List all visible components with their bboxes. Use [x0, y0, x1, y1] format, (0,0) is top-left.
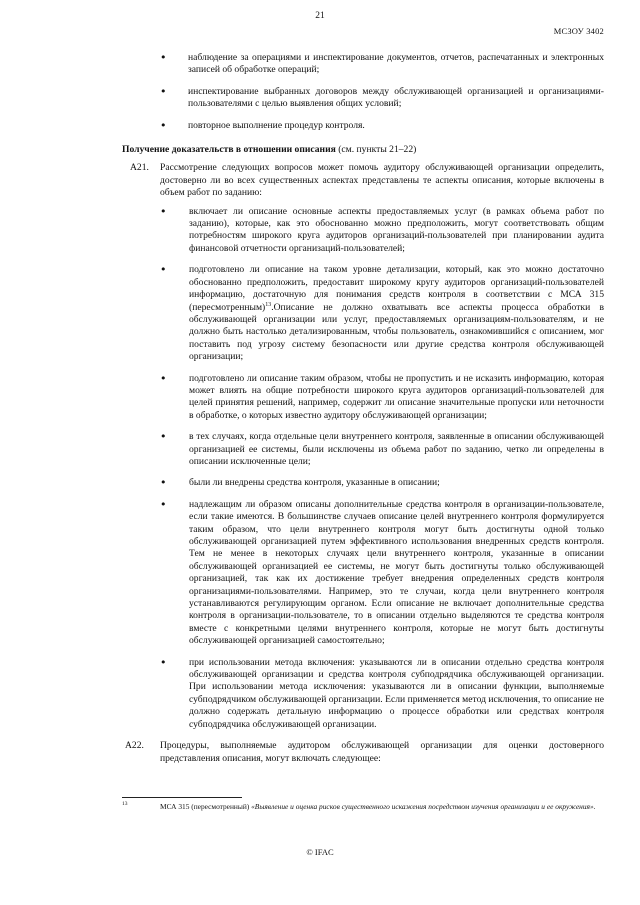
list-item-text: включает ли описание основные аспекты предоставляемых услуг (в рамках объема работ по заданию), которые, как это обоснованно можно предположить, могут соответствовать общим потребностям широкого круга аудиторов организаций-пользователей при планировании аудита финансовой отчетности организаций-пользователей;	[189, 205, 604, 254]
section-heading-reference: (см. пункты 21–22)	[335, 144, 417, 156]
list-item-text: повторное выполнение процедур контроля.	[188, 119, 365, 131]
list-item-text: были ли внедрены средства контроля, указанные в описании;	[189, 477, 440, 489]
paragraph-text: Рассмотрение следующих вопросов может помочь аудитору обслуживающей организации определить, достоверно ли во всех существенных аспектах представлены те аспекты описания, которые включены в объем работ по заданию:	[160, 162, 604, 199]
list-item-text: надлежащим ли образом описаны дополнительные средства контроля в организации-пользователе, если такие имеются. В большинстве случаев описание целей внутреннего контроля формулируется таким образом, что цели внутреннего контроля могут быть достигнуты одной только обслуживающей организацией путем эффективного использования внедренных средств контроля. Тем не менее в некоторых случаях цели внутреннего контроля, указанные в описании обслуживающей организацией ее системы, не могут быть достигнуты только обслуживающей организацией, так как их достижение требует внедрения определенных средств контроля организациями-пользователями. Например, это те случаи, когда цели внутреннего контроля устанавливаются регулирующим органом. Если описание не включает дополнительные средства контроля в организации-пользователе, то в описании отдельно выделяются те средства контроля вместе с конкретными целями внутреннего контроля, которые не могут быть достигнуты обслуживающей организацией самостоятельно;	[189, 498, 604, 647]
footnote-text	[122, 802, 604, 812]
list-item	[122, 264, 604, 363]
bullet-icon: •	[160, 655, 167, 669]
bullet-icon: •	[160, 497, 167, 511]
list-item-text	[189, 264, 604, 363]
list-item	[122, 477, 604, 489]
list-item-text: при использовании метода включения: указываются ли в описании отдельно средства контроля обслуживающей организации и средства контроля субподрядчика обслуживающей организации. При использовании метода исключения: указываются ли в описании функции, выполняемые субподрядчиком обслуживающей организации. Если применяется метод исключения, то описание не должно содержать детальную информацию о процессе обработки или средствах контроля субподрядчика обслуживающей организации.	[189, 656, 604, 730]
list-item	[122, 657, 604, 731]
bullet-icon: •	[160, 430, 167, 444]
footnote	[122, 802, 604, 812]
list-item	[122, 431, 604, 468]
bullet-icon: •	[160, 476, 167, 490]
list-item	[122, 373, 604, 423]
footnote-text-plain: МСА 315 (пересмотренный)	[160, 802, 252, 811]
bullet-icon: •	[160, 84, 167, 98]
document-body	[122, 52, 604, 771]
list-item-text-part: подготовлено ли описание на таком уровне детализации, который, как это можно достаточно обоснованно предположить, предоставит широкому кругу аудиторов организаций-пользователей информацию, достаточную для понимания средств контроля в соответствии с МСА 315 (пересмотренным)	[189, 264, 604, 313]
list-item-text: наблюдение за операциями и инспектирование документов, отчетов, распечатанных и электронных записей об обработке операций;	[188, 52, 604, 76]
section-heading-title: Получение доказательств в отношении описания	[122, 144, 336, 156]
list-item	[122, 499, 604, 648]
paragraph-number: A22.	[125, 740, 144, 752]
footnote-mark: 13	[122, 801, 128, 807]
bullet-icon: •	[160, 118, 167, 132]
document-code: МСЗОУ 3402	[553, 26, 604, 36]
page-number: 21	[315, 11, 325, 21]
list-item-text: подготовлено ли описание таким образом, чтобы не пропустить и не исказить информацию, которая может влиять на общие потребности широкого круга аудиторов организаций-пользователей для целей принятия решений, например, содержит ли описание значительные пропуски или неточности в обработке, о которых известно аудитору обслуживающей организации;	[189, 372, 604, 421]
list-item	[122, 120, 604, 132]
footnote-reference[interactable]: 13	[265, 301, 272, 308]
footnote-divider	[122, 797, 242, 798]
paragraph-a22	[122, 740, 604, 765]
list-item	[122, 52, 604, 77]
list-item	[122, 86, 604, 111]
bullet-icon: •	[160, 371, 167, 385]
list-item-text-part: .Описание не должно охватывать все аспекты процесса обработки в обслуживающей организации или услуг, предоставляемых организациям-пользователям, и не должно быть настолько детализированным, чтобы пользователь, ознакомившийся с описанием, мог поставить под угрозу систему безопасности или другие средства контроля обслуживающей организации;	[189, 301, 604, 363]
footnote-text-title: «Выявление и оценка рисков существенного искажения посредством изучения организации и ее окружения».	[251, 802, 596, 811]
bullet-icon: •	[160, 51, 167, 64]
paragraph-a21	[122, 162, 604, 199]
list-item	[122, 206, 604, 256]
paragraph-number: A21.	[130, 162, 149, 174]
page-footer: © IFAC	[306, 847, 334, 857]
list-item-text: инспектирование выбранных договоров между обслуживающей организацией и организациями-пользователями с целью выявления общих условий;	[188, 85, 604, 110]
bullet-icon: •	[160, 263, 167, 277]
list-item-text: в тех случаях, когда отдельные цели внутреннего контроля, заявленные в описании обслуживающей организацией ее системы, были исключены из объема работ по заданию, четко ли определены в описании исключенные цели;	[189, 431, 604, 467]
section-heading	[122, 144, 604, 156]
paragraph-text: Процедуры, выполняемые аудитором обслуживающей организации для оценки достоверного представления описания, могут включать следующее:	[160, 740, 604, 764]
bullet-icon: •	[160, 204, 167, 218]
